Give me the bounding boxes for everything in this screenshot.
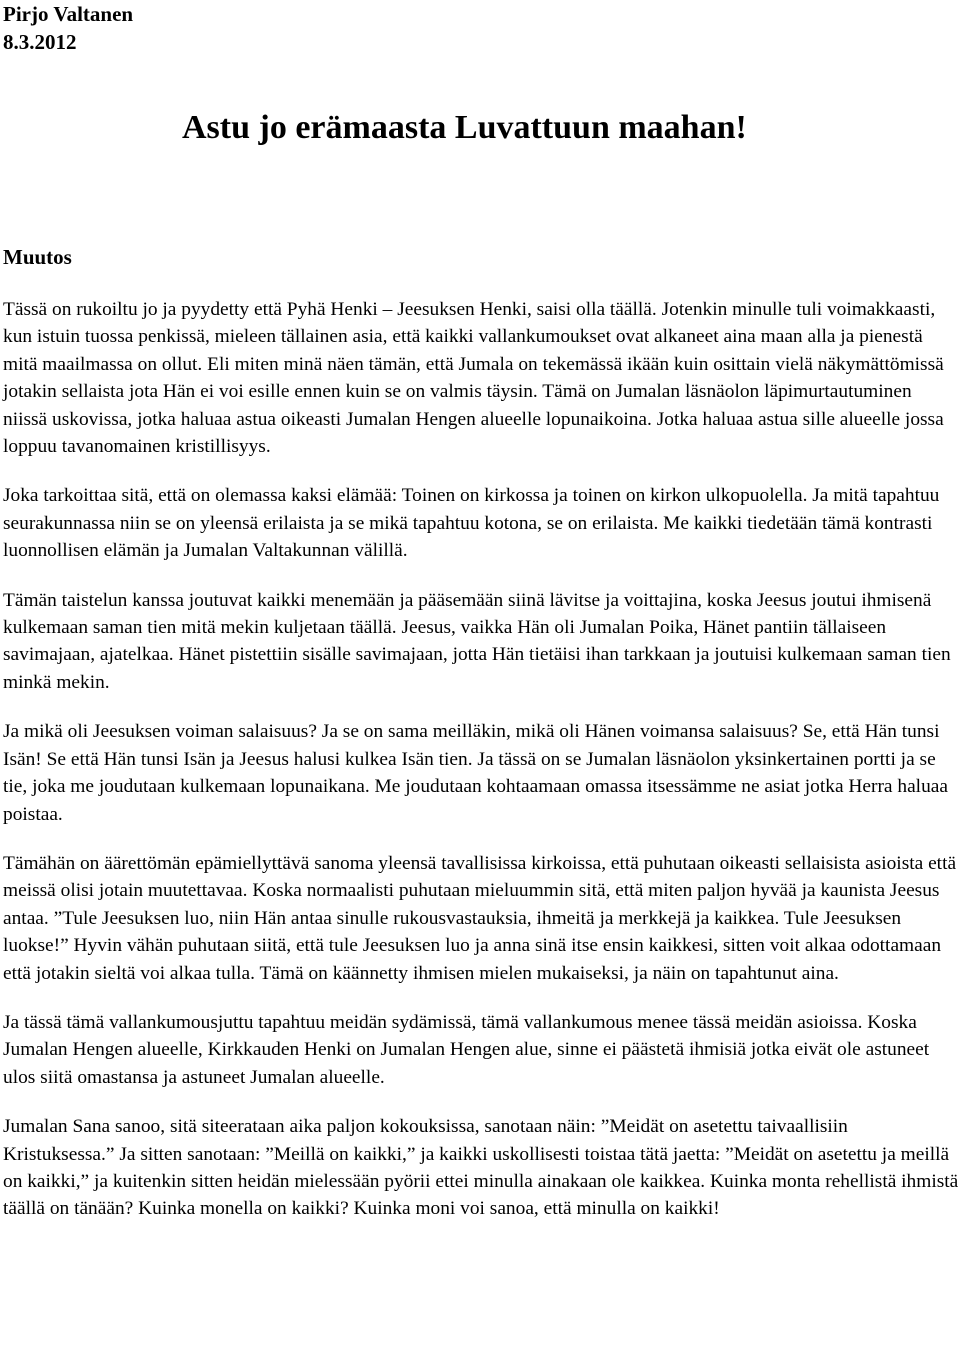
document-title: Astu jo erämaasta Luvattuun maahan! bbox=[182, 109, 747, 146]
section-heading: Muutos bbox=[3, 245, 72, 269]
paragraph: Tämän taistelun kanssa joutuvat kaikki menemään ja pääsemään siinä lävitse ja voittajina, koska Jeesus joutui ihmisenä kulkemaan saman tien mitä mekin kuljetaan täällä. Jeesus, vaikka Hän oli Jumalan Poika, Hänet pantiin tällaiseen savimajaan, ajatelkaa. Hänet pistettiin sisälle savimajaan, jotta Hän tietäisi ihan tarkkaan ja joutuisi kulkemaan saman tien minkä mekin. bbox=[3, 589, 951, 693]
paragraph: Tämähän on äärettömän epämiellyttävä sanoma yleensä tavallisissa kirkoissa, että puhutaan oikeasti sellaisista asioista että meissä olisi jotain muutettavaa. Koska normaalisti puhutaan mieluummin sitä, että miten paljon hyvää ja kaunista Jeesus antaa. ”Tule Jeesuksen luo, niin Hän antaa sinulle rukousvastauksia, ihmeitä ja merkkejä ja kaikkea. Tule Jeesuksen luokse!” Hyvin vähän puhutaan siitä, että tule Jeesuksen luo ja anna sinä itse ensin kaikkesi, sitten voit alkaa odottamaan että jotakin sieltä voi alkaa tulla. Tämä on käännetty ihmisen mielen mukaiseksi, ja näin on tapahtunut aina. bbox=[3, 852, 957, 984]
paragraph: Ja mikä oli Jeesuksen voiman salaisuus? Ja se on sama meilläkin, mikä oli Hänen voimansa salaisuus? Se, että Hän tunsi Isän! Se että Hän tunsi Isän ja Jeesus halusi kulkea Isän tien. Ja tässä on se Jumalan läsnäolon yksinkertainen portti ja se tie, joka me joudutaan kulkemaan lopunaikana. Me joudutaan kohtaamaan omassa itsessämme ne asiat jotka Herra haluaa poistaa. bbox=[3, 721, 948, 825]
paragraph: Tässä on rukoiltu jo ja pyydetty että Pyhä Henki – Jeesuksen Henki, saisi olla täällä. Jotenkin minulle tuli voimakkaasti, kun istuin tuossa penkissä, mieleen tällainen asia, että kaikki vallankumoukset ovat alkaneet aina maan alla ja pienestä mitä maailmassa on ollut. Eli miten minä näen tämän, että Jumala on tekemässä ikään kuin osittain vielä näkymättömissä jotakin sellaista jota Hän ei voi esille ennen kuin se on valmis täysin. Tämä on Jumalan läsnäolon läpimurtautuminen niissä uskovissa, jotka haluaa astua oikeasti Jumalan Hengen alueelle lopunaikoina. Jotka haluaa astua sille alueelle jossa loppuu tavanomainen kristillisyys. bbox=[3, 299, 944, 458]
document-date: 8.3.2012 bbox=[3, 30, 77, 54]
paragraph: Ja tässä tämä vallankumousjuttu tapahtuu meidän sydämissä, tämä vallankumous menee tässä meidän asioissa. Koska Jumalan Hengen alueelle, Kirkkauden Henki on Jumalan Hengen alue, sinne ei päästetä ihmisiä jotka eivät ole astuneet ulos siitä omastansa ja astuneet Jumalan alueelle. bbox=[3, 1011, 930, 1088]
paragraph: Jumalan Sana sanoo, sitä siteerataan aika paljon kokouksissa, sanotaan näin: ”Meidät on asetettu taivaallisiin Kristuksessa.” Ja sitten sanotaan: ”Meillä on kaikki,” ja kaikki uskollisesti toistaa tätä jaetta: ”Meidät on asetettu ja meillä on kaikki,” ja kuitenkin sitten heidän mielessään pyörii ettei minulla ainakaan ole kaikkea. Kuinka monta rehellistä ihmistä täällä on tänään? Kuinka monella on kaikki? Kuinka moni voi sanoa, että minulla on kaikki! bbox=[3, 1116, 959, 1220]
paragraph: Joka tarkoittaa sitä, että on olemassa kaksi elämää: Toinen on kirkossa ja toinen on kirkon ulkopuolella. Ja mitä tapahtuu seurakunnassa niin se on yleensä erilaista ja se mikä tapahtuu kotona, se on erilaista. Me kaikki tiedetään tämä kontrasti luonnollisen elämän ja Jumalan Valtakunnan välillä. bbox=[3, 485, 940, 562]
author-name: Pirjo Valtanen bbox=[3, 2, 134, 26]
document-body bbox=[3, 296, 959, 1245]
document-page bbox=[3, 0, 959, 1220]
